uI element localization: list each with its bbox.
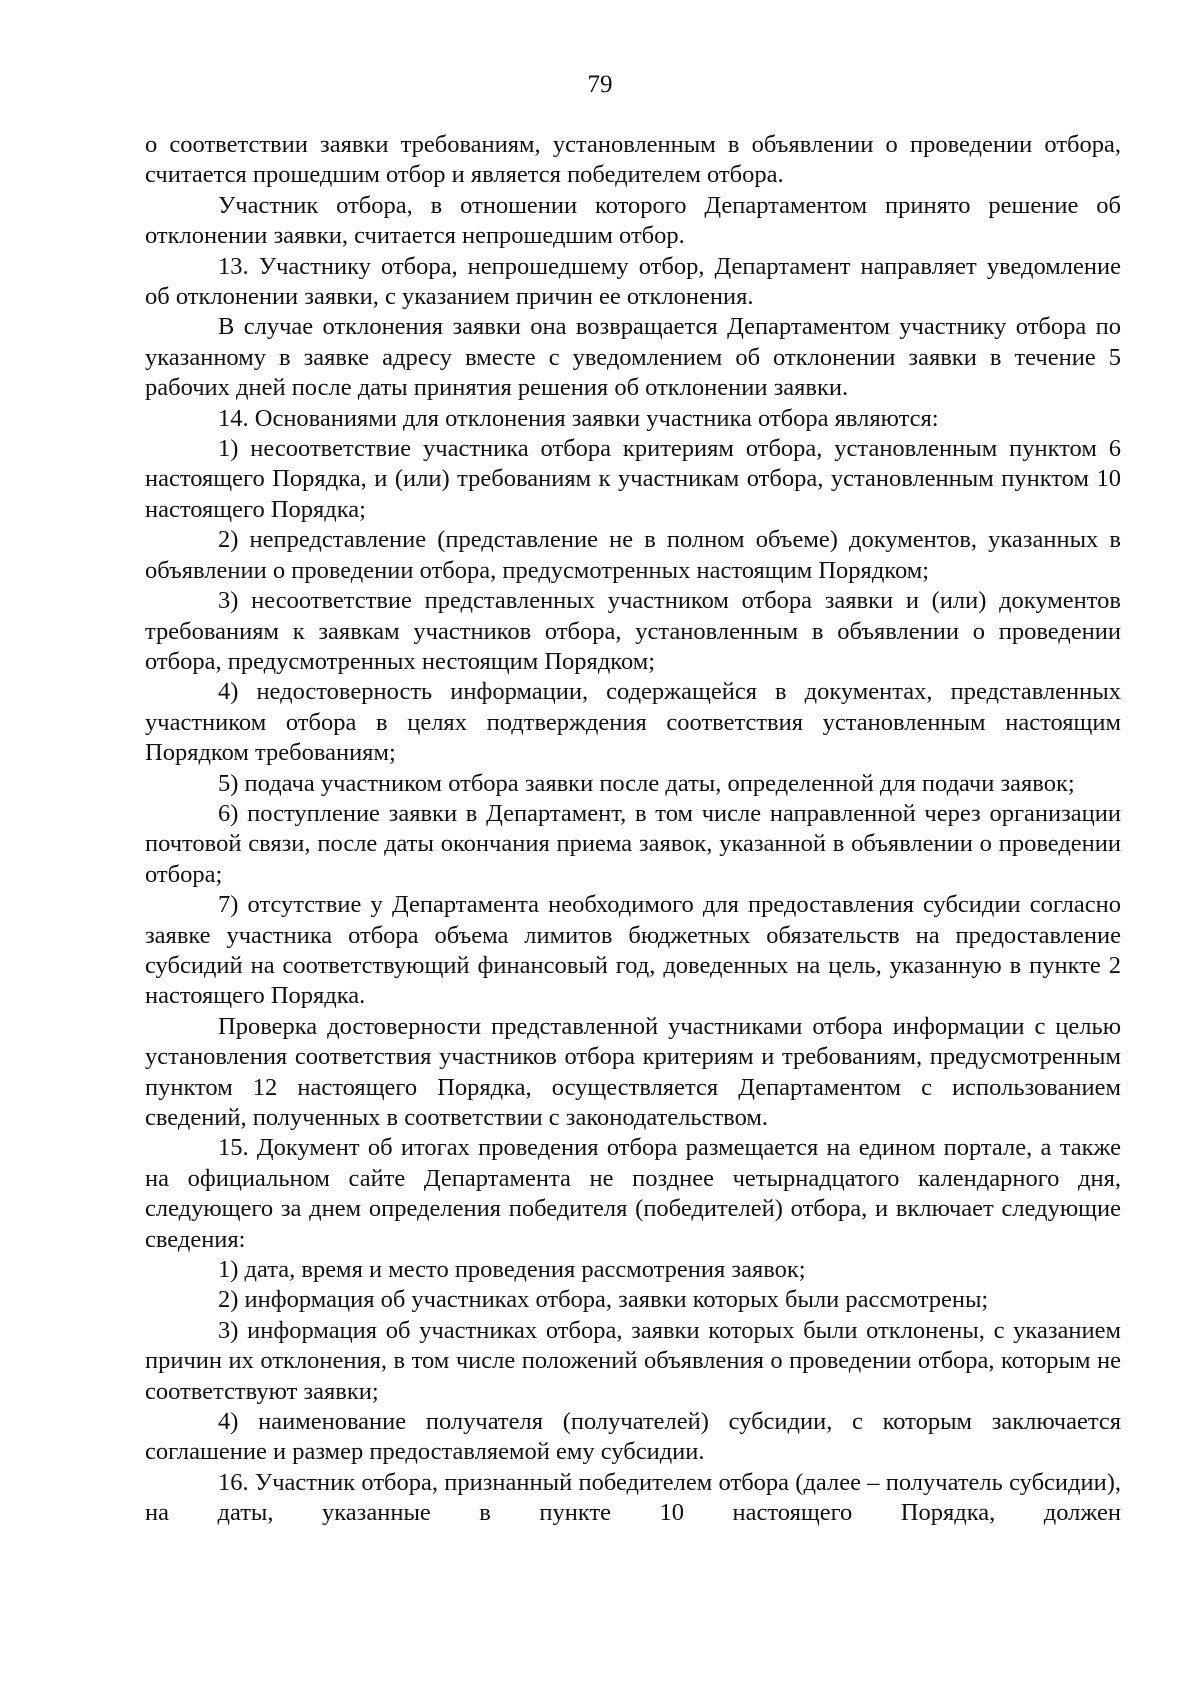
paragraph: Проверка достоверности представленной участниками отбора информации с целью установления соответствия участников отбора критериям и требованиям, предусмотренным пунктом 12 настоящего Порядка, осуществляется Департаментом с использованием сведений, полученных в соответствии с законодательством. (145, 1012, 1121, 1131)
document-body (145, 130, 1121, 1529)
paragraph: 14. Основаниями для отклонения заявки участника отбора являются: (218, 404, 939, 432)
paragraph: 13. Участнику отбора, непрошедшему отбор, Департамент направляет уведомление об отклонении заявки, с указанием причин ее отклонения. (145, 252, 1121, 311)
paragraph: о соответствии заявки требованиям, установленным в объявлении о проведении отбора, считается прошедшим отбор и является победителем отбора. (145, 131, 1121, 189)
list-item: 7) отсутствие у Департамента необходимого для предоставления субсидии согласно заявке участника отбора объема лимитов бюджетных обязательств на предоставление субсидий на соответствующий финансовый год, доведенных на цель, указанную в пункте 2 настоящего Порядка. (145, 891, 1121, 1010)
paragraph: Участник отбора, в отношении которого Департаментом принято решение об отклонении заявки, считается непрошедшим отбор. (145, 191, 1121, 250)
list-item: 4) недостоверность информации, содержащейся в документах, представленных участником отбора в целях подтверждения соответствия установленным настоящим Порядком требованиям; (145, 678, 1121, 767)
list-item: 3) несоответствие представленных участником отбора заявки и (или) документов требованиям к заявкам участников отбора, установленным в объявлении о проведении отбора, предусмотренных нестоящим Порядком; (145, 587, 1121, 675)
list-item: 3) информация об участниках отбора, заявки которых были отклонены, с указанием причин их отклонения, в том числе положений объявления о проведении отбора, которым не соответствуют заявки; (145, 1316, 1121, 1405)
paragraph: В случае отклонения заявки она возвращается Департаментом участнику отбора по указанному в заявке адресу вместе с уведомлением об отклонении заявки в течение 5 рабочих дней после даты принятия решения об отклонении заявки. (145, 313, 1121, 402)
paragraph: 16. Участник отбора, признанный победителем отбора (далее – получатель субсидии), на даты, указанные в пункте 10 настоящего Порядка, должен (145, 1468, 1121, 1527)
list-item: 5) подача участником отбора заявки после даты, определенной для подачи заявок; (218, 769, 1075, 797)
list-item: 4) наименование получателя (получателей) субсидии, с которым заключается соглашение и размер предоставляемой ему субсидии. (145, 1408, 1121, 1466)
list-item: 2) непредставление (представление не в полном объеме) документов, указанных в объявлении о проведении отбора, предусмотренных настоящим Порядком; (145, 526, 1121, 584)
list-item: 1) несоответствие участника отбора критериям отбора, установленным пунктом 6 настоящего Порядка, и (или) требованиям к участникам отбора, установленным пунктом 10 настоящего Порядка; (145, 435, 1121, 523)
list-item: 6) поступление заявки в Департамент, в том числе направленной через организации почтовой связи, после даты окончания приема заявок, указанной в объявлении о проведении отбора; (145, 799, 1121, 888)
list-item: 1) дата, время и место проведения рассмотрения заявок; (218, 1256, 806, 1284)
list-item: 2) информация об участниках отбора, заявки которых были рассмотрены; (218, 1286, 989, 1314)
page-number: 79 (587, 71, 613, 98)
paragraph: 15. Документ об итогах проведения отбора размещается на едином портале, а также на официальном сайте Департамента не позднее четырнадцатого календарного дня, следующего за днем определения победителя (победителей) отбора, и включает следующие сведения: (145, 1134, 1121, 1253)
